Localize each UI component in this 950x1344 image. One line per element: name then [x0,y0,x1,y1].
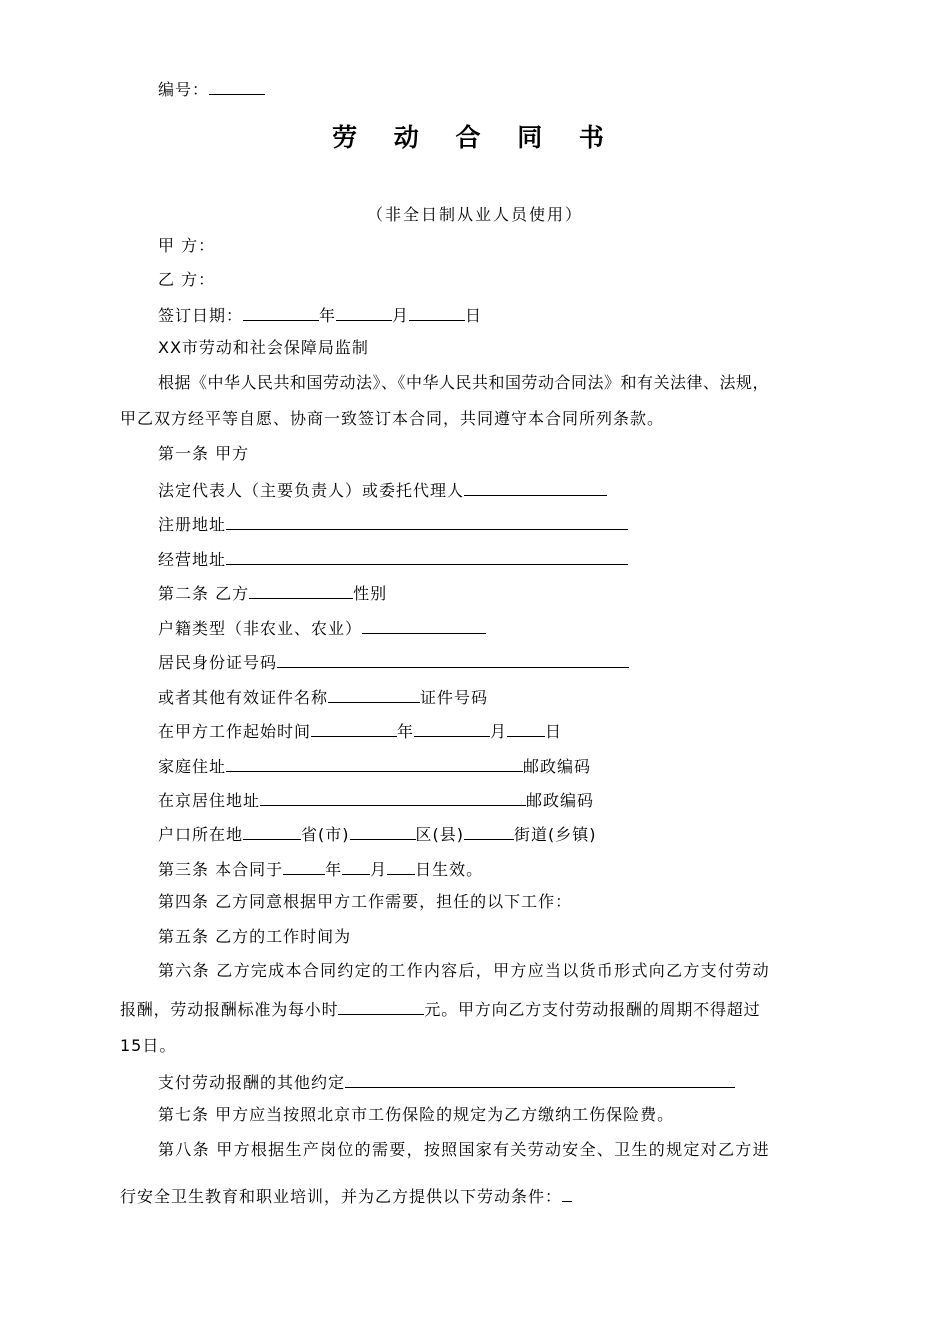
effective-year-blank[interactable] [283,858,325,875]
contract-number-line [158,78,265,100]
start-time-line [158,720,562,742]
other-pay-blank[interactable] [345,1071,735,1088]
business-address-label: 经营地址 [158,550,227,569]
sign-date-label: 签订日期： [158,306,244,325]
article-5: 第五条 乙方的工作时间为 [158,927,352,946]
effective-label: 日生效。 [415,860,484,879]
other-id-label: 或者其他有效证件名称 [158,688,329,707]
month-label: 月 [490,722,508,741]
start-year-blank[interactable] [311,720,397,737]
article-3-label: 第三条 本合同于 [158,860,284,879]
year-label: 年 [397,722,415,741]
document-title: 劳 动 合 同 书 [332,123,618,152]
home-address-line [158,755,591,777]
other-pay-label: 支付劳动报酬的其他约定 [158,1073,346,1092]
year-label: 年 [325,860,343,879]
article-4: 第四条 乙方同意根据甲方工作需要，担任的以下工作： [158,892,573,911]
district-label: 区(县) [415,825,465,844]
document-subtitle: （非全日制从业人员使用） [366,205,583,224]
home-address-blank[interactable] [226,755,523,772]
beijing-address-line [158,789,594,811]
sign-day-blank[interactable] [409,304,465,321]
article-1-heading: 第一条 甲方 [158,444,250,463]
party-a-line: 甲 方： [158,236,216,255]
other-id-blank[interactable] [328,686,420,703]
sign-year-blank[interactable] [243,304,319,321]
hukou-type-label: 户籍类型（非农业、农业） [158,619,363,638]
month-label: 月 [370,860,388,879]
year-label: 年 [319,306,337,325]
article-8-line-2 [120,1185,572,1207]
article-6-line-1: 第六条 乙方完成本合同约定的工作内容后，甲方应当以货币形式向乙方支付劳动 [158,961,770,980]
start-day-blank[interactable] [507,720,545,737]
party-b-name-blank[interactable] [249,582,353,599]
representative-line [158,479,607,501]
preamble-line-1: 根据《中华人民共和国劳动法》、《中华人民共和国劳动合同法》和有关法律、法规， [158,373,770,392]
registered-address-line [158,513,628,535]
street-blank[interactable] [464,823,514,840]
labor-conditions-label: 行安全卫生教育和职业培训，并为乙方提供以下劳动条件： [120,1187,563,1206]
month-label: 月 [392,306,410,325]
hourly-rate-blank[interactable] [338,998,424,1015]
party-b-line: 乙 方： [158,270,216,289]
district-blank[interactable] [350,823,416,840]
hukou-type-blank[interactable] [362,617,486,634]
preamble-line-2: 甲乙双方经平等自愿、协商一致签订本合同，共同遵守本合同所列条款。 [120,409,665,428]
home-address-label: 家庭住址 [158,757,227,776]
hukou-type-line [158,617,486,639]
beijing-address-label: 在京居住地址 [158,791,261,810]
article-6-line-2 [120,998,760,1020]
pay-cycle-label: 元。甲方向乙方支付劳动报酬的周期不得超过 [424,1000,761,1019]
cert-number-label: 证件号码 [420,688,489,707]
id-number-blank[interactable] [277,651,629,668]
day-label: 日 [465,306,483,325]
id-number-line [158,651,629,673]
id-number-label: 居民身份证号码 [158,653,278,672]
article-2-heading: 第二条 乙方 [158,584,250,603]
registered-address-label: 注册地址 [158,515,227,534]
contract-number-blank[interactable] [209,78,265,95]
effective-month-blank[interactable] [342,858,370,875]
hukou-location-label: 户口所在地 [158,825,244,844]
beijing-address-blank[interactable] [260,789,526,806]
sign-month-blank[interactable] [336,304,392,321]
business-address-blank[interactable] [226,548,628,565]
street-label: 街道(乡镇) [514,825,597,844]
article-8-line-1: 第八条 甲方根据生产岗位的需要，按照国家有关劳动安全、卫生的规定对乙方进 [158,1140,770,1159]
sign-date-line [158,304,482,326]
labor-conditions-blank[interactable] [562,1185,572,1202]
other-pay-line [158,1071,735,1093]
other-id-line [158,686,488,708]
representative-label: 法定代表人（主要负责人）或委托代理人 [158,481,465,500]
representative-blank[interactable] [464,479,607,496]
postcode-label: 邮政编码 [526,791,595,810]
postcode-label: 邮政编码 [523,757,592,776]
province-label: 省(市) [301,825,350,844]
start-time-label: 在甲方工作起始时间 [158,722,312,741]
contract-number-label: 编号： [158,80,210,99]
article-6-line-3: 15日。 [120,1036,177,1055]
start-month-blank[interactable] [414,720,490,737]
registered-address-blank[interactable] [226,513,628,530]
gender-label: 性别 [353,584,388,603]
business-address-line [158,548,628,570]
effective-day-blank[interactable] [387,858,415,875]
supervisor-line: XX市劳动和社会保障局监制 [158,338,369,357]
article-3-line [158,858,483,880]
day-label: 日 [545,722,563,741]
article-2-line [158,582,387,604]
hourly-rate-label: 报酬，劳动报酬标准为每小时 [120,1000,339,1019]
province-blank[interactable] [243,823,301,840]
hukou-location-line [158,823,597,845]
article-7: 第七条 甲方应当按照北京市工伤保险的规定为乙方缴纳工伤保险费。 [158,1105,675,1124]
